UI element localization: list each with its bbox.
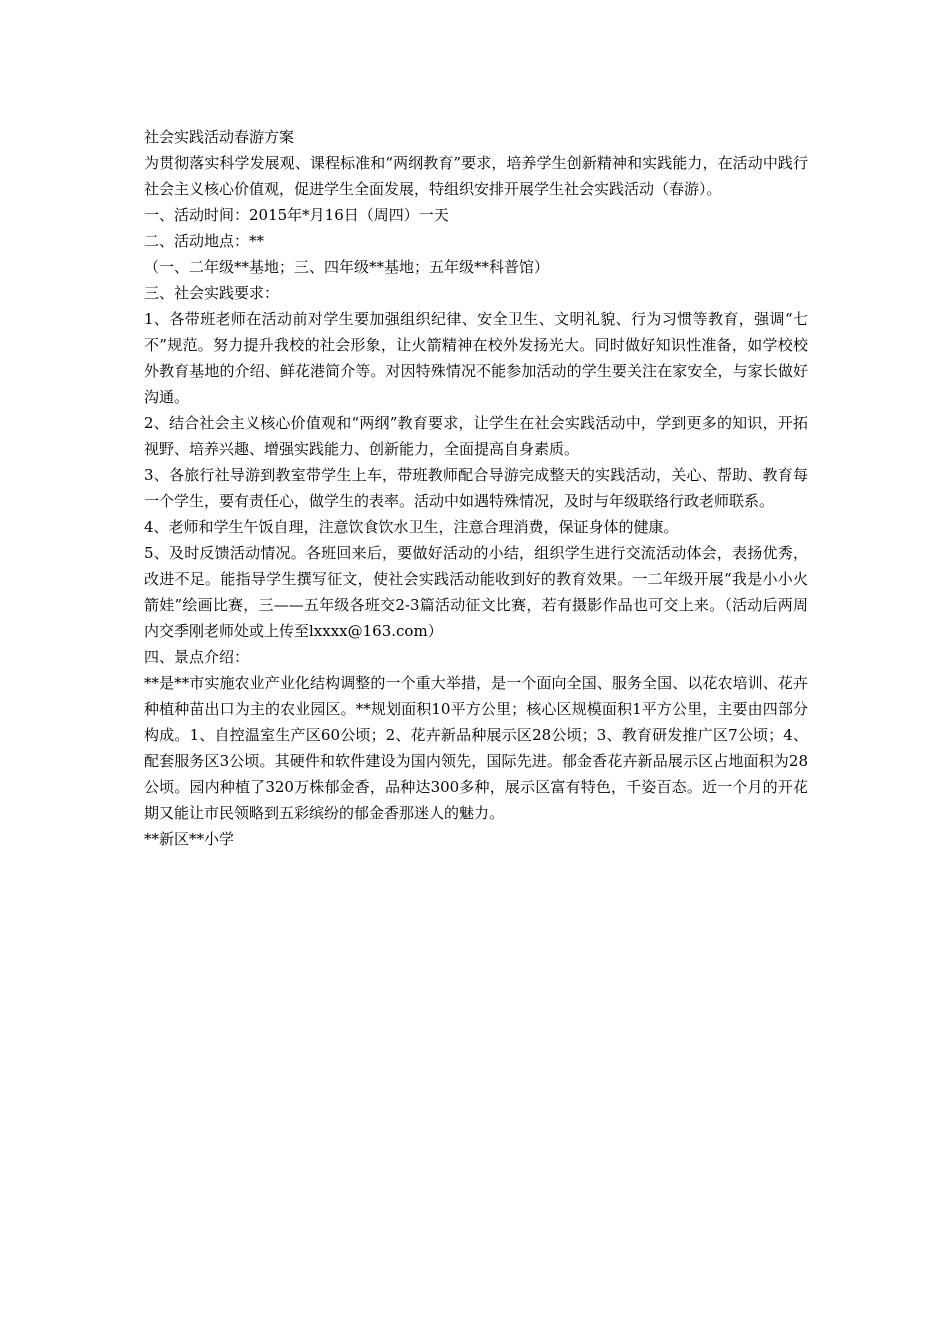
section-requirements: 三、社会实践要求： bbox=[144, 284, 280, 302]
section-location: 二、活动地点：** bbox=[144, 232, 265, 250]
requirement-2: 2、结合社会主义核心价值观和“两纲”教育要求，让学生在社会实践活动中，学到更多的知识，开拓视野、培养兴趣、增强实践能力、创新能力，全面提高自身素质。 bbox=[144, 414, 808, 458]
section-attractions: 四、景点介绍： bbox=[144, 648, 250, 666]
document-title: 社会实践活动春游方案 bbox=[144, 128, 295, 146]
requirement-5: 5、及时反馈活动情况。各班回来后，要做好活动的小结，组织学生进行交流活动体会，表扬优秀，改进不足。能指导学生撰写征文，使社会实践活动能收到好的教育效果。一二年级开展“我是小小火箭娃”绘画比赛，三——五年级各班交2-3篇活动征文比赛，若有摄影作品也可交上来。（活动后两周内交季刚老师处或上传至lxxxx@163.com） bbox=[144, 544, 808, 640]
requirement-1: 1、各带班老师在活动前对学生要加强组织纪律、安全卫生、文明礼貌、行为习惯等教育，强调“七不”规范。努力提升我校的社会形象，让火箭精神在校外发扬光大。同时做好知识性准备，如学校校外教育基地的介绍、鲜花港简介等。对因特殊情况不能参加活动的学生要关注在家安全，与家长做好沟通。 bbox=[144, 310, 808, 406]
document-page bbox=[144, 124, 808, 852]
attraction-description: **是**市实施农业产业化结构调整的一个重大举措，是一个面向全国、服务全国、以花农培训、花卉种植种苗出口为主的农业园区。**规划面积10平方公里；核心区规模面积1平方公里，主要由四部分构成。1、自控温室生产区60公顷；2、花卉新品种展示区28公顷；3、教育研发推广区7公顷；4、配套服务区3公顷。其硬件和软件建设为国内领先，国际先进。郁金香花卉新品展示区占地面积为28公顷。园内种植了320万株郁金香，品种达300多种，展示区富有特色，千姿百态。近一个月的开花期又能让市民领略到五彩缤纷的郁金香那迷人的魅力。 bbox=[144, 674, 808, 822]
section-time: 一、活动时间：2015年*月16日（周四）一天 bbox=[144, 206, 449, 224]
requirement-3: 3、各旅行社导游到教室带学生上车，带班教师配合导游完成整天的实践活动，关心、帮助、教育每一个学生，要有责任心，做学生的表率。活动中如遇特殊情况，及时与年级联络行政老师联系。 bbox=[144, 466, 808, 510]
location-details: （一、二年级**基地；三、四年级**基地；五年级**科普馆） bbox=[144, 258, 550, 276]
intro-paragraph: 为贯彻落实科学发展观、课程标准和“两纲教育”要求，培养学生创新精神和实践能力，在活动中践行社会主义核心价值观，促进学生全面发展，特组织安排开展学生社会实践活动（春游）。 bbox=[144, 154, 808, 198]
school-signature: **新区**小学 bbox=[144, 830, 235, 848]
requirement-4: 4、老师和学生午饭自理，注意饮食饮水卫生，注意合理消费，保证身体的健康。 bbox=[144, 518, 679, 536]
